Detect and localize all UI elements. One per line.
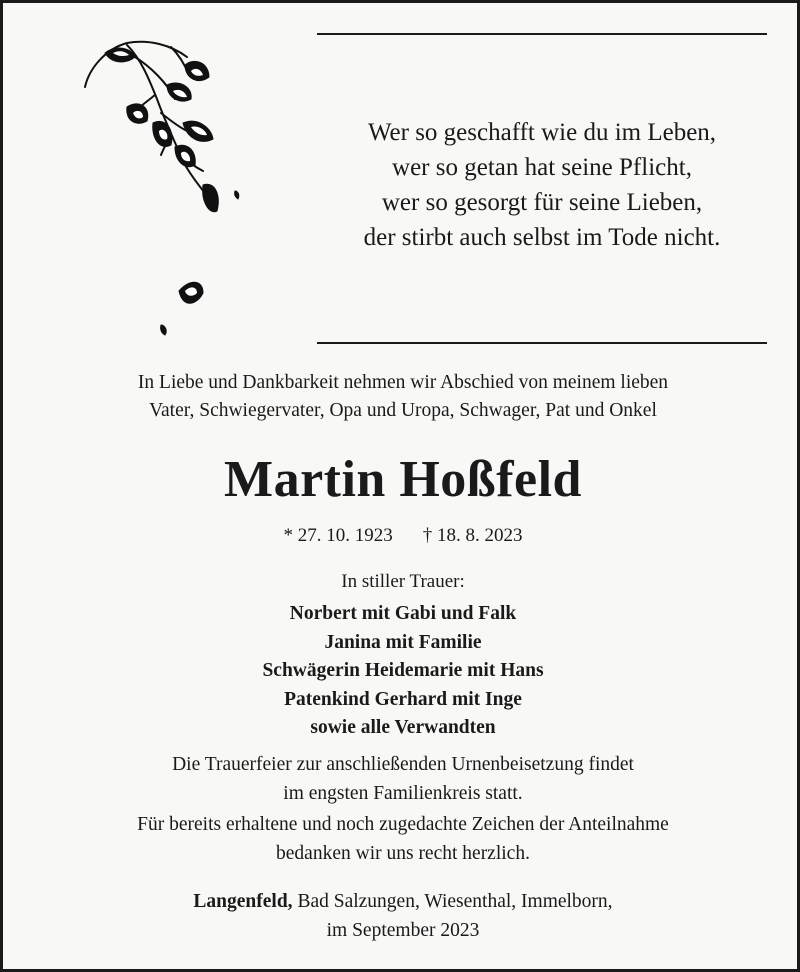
birch-branch-icon: [75, 35, 255, 345]
mourning-label: In stiller Trauer:: [341, 571, 465, 592]
date-line: im September 2023: [326, 919, 480, 941]
mourner-entry: Norbert mit Gabi und Falk: [289, 603, 517, 624]
poem-line: der stirbt auch selbst im Tode nicht.: [363, 224, 721, 251]
thanks-notice: [3, 811, 800, 868]
birth-date: * 27. 10. 1923: [283, 525, 393, 546]
poem: [317, 115, 767, 255]
intro-line: In Liebe und Dankbarkeit nehmen wir Abschied von meinem lieben: [137, 372, 669, 393]
intro-line: Vater, Schwiegervater, Opa und Uropa, Schwager, Pat und Onkel: [149, 400, 657, 421]
place-and-date: [3, 888, 800, 945]
thanks-notice-line: bedanken wir uns recht herzlich.: [276, 842, 530, 864]
life-dates: [3, 523, 800, 549]
deceased-name: Martin Hoßfeld: [224, 451, 582, 508]
bottom-rule: [317, 342, 767, 344]
top-rule: [317, 33, 767, 35]
funeral-notice-line: Die Trauerfeier zur anschließenden Urnenbeisetzung findet: [172, 754, 634, 775]
mourner-entry: sowie alle Verwandten: [310, 717, 496, 738]
poem-line: wer so gesorgt für seine Lieben,: [381, 189, 703, 216]
funeral-notice-line: im engsten Familienkreis statt.: [283, 782, 523, 804]
death-date: † 18. 8. 2023: [422, 525, 523, 546]
mourner-entry: Janina mit Familie: [324, 631, 482, 653]
place-line: [3, 888, 800, 917]
poem-line: wer so getan hat seine Pflicht,: [392, 154, 692, 181]
place-main: Langenfeld,: [193, 891, 293, 912]
poem-line: Wer so geschafft wie du im Leben,: [367, 119, 717, 146]
mourners-list: [3, 600, 800, 743]
thanks-notice-line: Für bereits erhaltene und noch zugedachte Zeichen der Anteilnahme: [137, 814, 669, 835]
place-rest: Bad Salzungen, Wiesenthal, Immelborn,: [292, 891, 613, 912]
funeral-notice: [3, 751, 800, 808]
intro-text: [3, 369, 800, 425]
mourner-entry: Schwägerin Heidemarie mit Hans: [262, 660, 544, 681]
mourner-entry: Patenkind Gerhard mit Inge: [284, 688, 522, 710]
